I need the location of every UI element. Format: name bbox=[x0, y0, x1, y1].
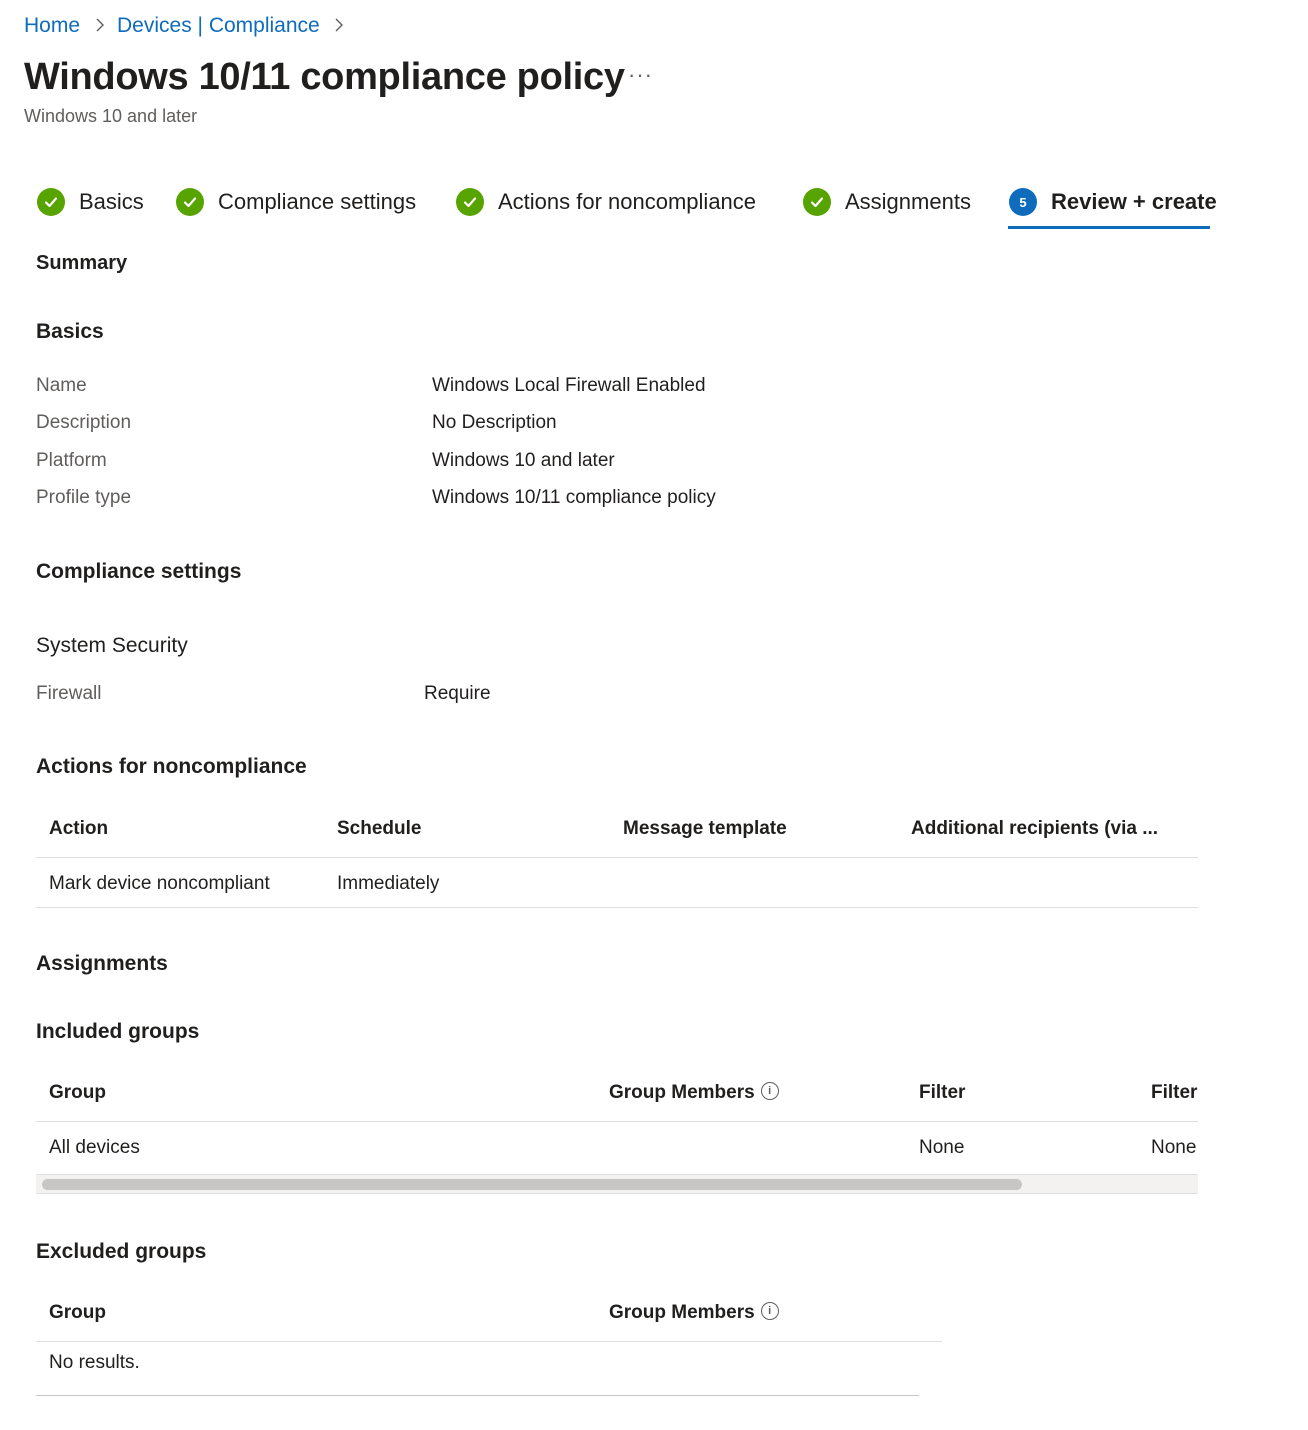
system-security-heading: System Security bbox=[36, 634, 188, 657]
checkmark-icon bbox=[37, 188, 65, 216]
tab-compliance-settings[interactable]: Compliance settings bbox=[218, 189, 417, 214]
name-value: Windows Local Firewall Enabled bbox=[432, 375, 706, 396]
column-header-filter-mode[interactable]: Filter bbox=[1151, 1082, 1198, 1103]
tab-actions-for-noncompliance[interactable]: Actions for noncompliance bbox=[498, 189, 757, 214]
info-icon[interactable]: i bbox=[761, 1302, 779, 1320]
platform-label: Platform bbox=[36, 450, 107, 471]
tab-review-create[interactable]: Review + create bbox=[1051, 189, 1217, 214]
firewall-label: Firewall bbox=[36, 683, 102, 704]
column-header-additional-recipients[interactable]: Additional recipients (via ... bbox=[911, 818, 1159, 839]
checkmark-icon bbox=[456, 188, 484, 216]
scrollbar-thumb[interactable] bbox=[42, 1179, 1022, 1190]
info-icon[interactable]: i bbox=[761, 1082, 779, 1100]
profile-type-label: Profile type bbox=[36, 487, 132, 508]
firewall-value: Require bbox=[424, 683, 491, 704]
table-divider bbox=[36, 1395, 919, 1396]
name-label: Name bbox=[36, 375, 87, 396]
filter-cell: None bbox=[919, 1137, 965, 1158]
breadcrumb-separator bbox=[94, 14, 106, 42]
column-header-group-members[interactable]: Group Members i bbox=[609, 1302, 779, 1324]
schedule-cell: Immediately bbox=[337, 873, 440, 894]
action-cell: Mark device noncompliant bbox=[49, 873, 270, 894]
table-divider bbox=[36, 907, 1198, 908]
platform-value: Windows 10 and later bbox=[432, 450, 615, 471]
description-value: No Description bbox=[432, 412, 557, 433]
tab-assignments[interactable]: Assignments bbox=[845, 189, 971, 214]
compliance-settings-heading: Compliance settings bbox=[36, 560, 242, 583]
included-groups-heading: Included groups bbox=[36, 1020, 200, 1043]
breadcrumb-devices-compliance-link[interactable]: Devices | Compliance bbox=[117, 14, 320, 37]
description-label: Description bbox=[36, 412, 132, 433]
more-options-button[interactable]: ··· bbox=[628, 62, 653, 87]
group-cell: All devices bbox=[49, 1137, 140, 1158]
column-header-group[interactable]: Group bbox=[49, 1082, 106, 1103]
breadcrumb-separator bbox=[333, 14, 345, 42]
table-divider bbox=[36, 1121, 1198, 1122]
column-header-action[interactable]: Action bbox=[49, 818, 109, 839]
chevron-right-icon bbox=[333, 14, 345, 36]
tab-basics[interactable]: Basics bbox=[79, 189, 144, 214]
column-header-group[interactable]: Group bbox=[49, 1302, 106, 1323]
breadcrumb-home-link[interactable]: Home bbox=[24, 14, 81, 37]
page-subtitle: Windows 10 and later bbox=[24, 106, 198, 126]
page-title: Windows 10/11 compliance policy bbox=[24, 56, 625, 98]
actions-heading: Actions for noncompliance bbox=[36, 755, 307, 778]
summary-heading: Summary bbox=[36, 252, 128, 274]
chevron-right-icon bbox=[94, 14, 106, 36]
table-divider bbox=[36, 1341, 942, 1342]
checkmark-icon bbox=[803, 188, 831, 216]
column-header-filter[interactable]: Filter bbox=[919, 1082, 966, 1103]
checkmark-icon bbox=[176, 188, 204, 216]
column-header-group-members[interactable]: Group Members i bbox=[609, 1082, 779, 1104]
column-header-message-template[interactable]: Message template bbox=[623, 818, 787, 839]
no-results-text: No results. bbox=[49, 1352, 140, 1373]
profile-type-value: Windows 10/11 compliance policy bbox=[432, 487, 716, 508]
column-header-schedule[interactable]: Schedule bbox=[337, 818, 422, 839]
excluded-groups-heading: Excluded groups bbox=[36, 1240, 207, 1263]
active-tab-indicator bbox=[1008, 226, 1210, 229]
table-divider bbox=[36, 857, 1198, 858]
basics-heading: Basics bbox=[36, 320, 104, 343]
assignments-heading: Assignments bbox=[36, 952, 168, 975]
filter-mode-cell: None bbox=[1151, 1137, 1197, 1158]
step-number-icon: 5 bbox=[1009, 188, 1037, 216]
